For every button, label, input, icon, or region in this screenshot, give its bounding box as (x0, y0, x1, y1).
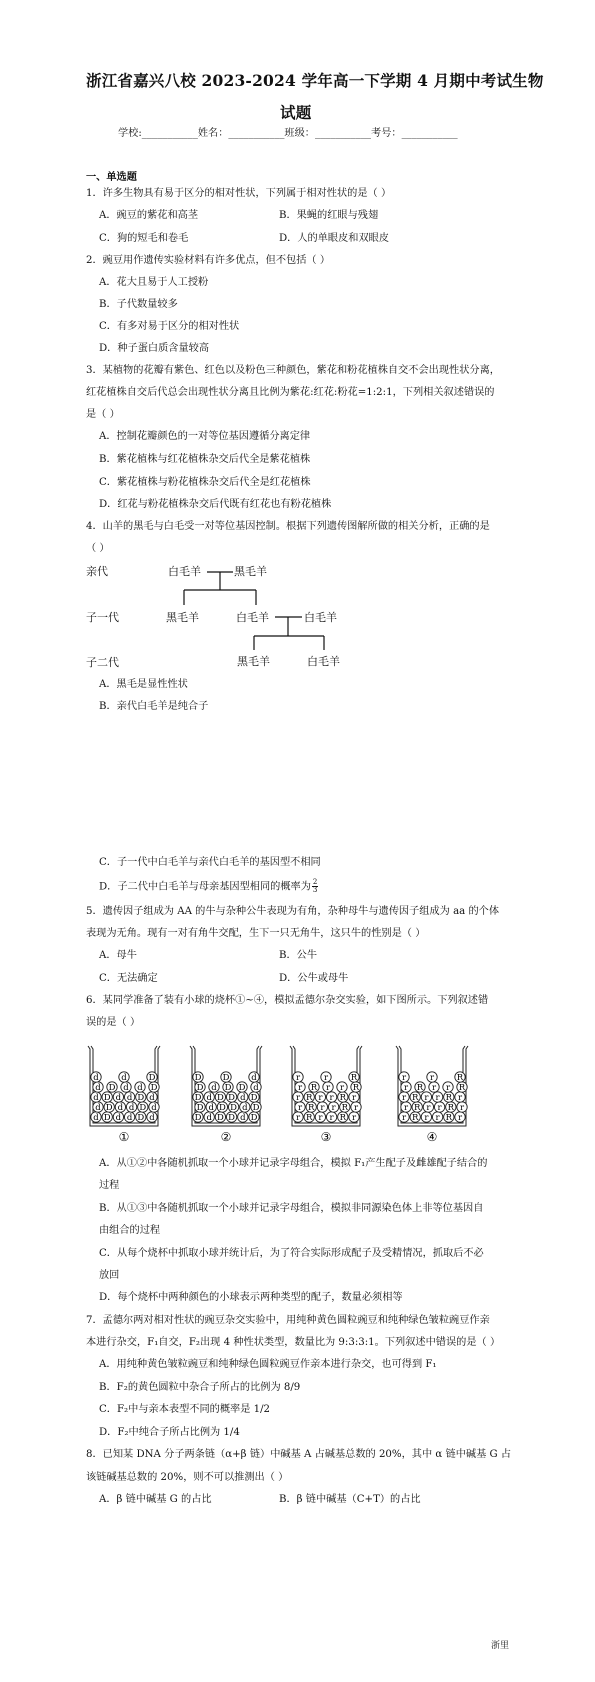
ball-letter: D (228, 1113, 236, 1123)
ball-letter: D (218, 1103, 226, 1113)
ball-letter: R (310, 1083, 318, 1093)
ball-letter: d (117, 1103, 124, 1113)
ball-letter: D (228, 1093, 236, 1103)
beaker-2 (190, 1046, 262, 1144)
beakers-figure (80, 1038, 500, 1148)
q3-stem-line3: 是（ ） (86, 409, 120, 420)
q6-stem-line1: 6．某同学准备了装有小球的烧杯①~④，模拟孟德尔杂交实验，如下图所示。下列叙述错 (86, 995, 489, 1006)
ball-letter: d (149, 1113, 155, 1123)
pedigree-lines (0, 0, 595, 700)
q6-option-b-line1: B．从①③中各随机抓取一个小球并记录字母组合，模拟非同源染色体上非等位基因自 (99, 1203, 484, 1214)
pedigree-parent-male: 黑毛羊 (234, 565, 267, 578)
q8-option-a: A．β 链中碱基 G 的占比 (99, 1494, 212, 1505)
ball-letter: d (93, 1093, 99, 1103)
ball-letter: r (353, 1103, 359, 1113)
q1-option-b: B．果蝇的红眼与残翅 (279, 210, 379, 221)
q6-option-a-line2: 过程 (99, 1180, 120, 1191)
ball-letter: r (297, 1083, 303, 1093)
ball-letter: D (137, 1093, 145, 1103)
ball-letter: R (447, 1103, 455, 1113)
ball-letter: r (297, 1103, 303, 1113)
ball-letter: d (115, 1093, 122, 1103)
ball-letter: r (329, 1093, 334, 1103)
q4-stem-line1: 4．山羊的黑毛与白毛受一对等位基因控制。根据下列遗传图解所做的相关分析，正确的是 (86, 521, 490, 532)
ball-letter: R (339, 1093, 347, 1103)
beaker-3 (290, 1046, 362, 1144)
pedigree-f2-left: 黑毛羊 (237, 655, 270, 668)
ball-letter: r (401, 1113, 407, 1123)
ball-letter: r (323, 1073, 329, 1083)
section-heading: 一、单选题 (86, 171, 137, 183)
ball-letter: r (351, 1093, 357, 1103)
beaker-4 (396, 1046, 468, 1144)
ball-letter: R (341, 1103, 349, 1113)
ball-letter: D (150, 1083, 158, 1093)
q2-option-c: C．有多对易于区分的相对性状 (99, 321, 240, 332)
pedigree-f1-mid: 白毛羊 (236, 611, 269, 624)
ball-letter: D (103, 1113, 111, 1123)
ball-letter: d (95, 1083, 101, 1093)
q7-option-d: D．F₂中纯合子所占比例为 1/4 (99, 1427, 240, 1438)
q4-option-c: C．子一代中白毛羊与亲代白毛羊的基因型不相同 (99, 857, 321, 868)
q3-option-a: A．控制花瓣颜色的一对等位基因遵循分离定律 (99, 431, 311, 442)
q6-option-d: D．每个烧杯中两种颜色的小球表示两种类型的配子，数量必须相等 (99, 1292, 403, 1303)
page-title-line1: 浙江省嘉兴八校 2023-2024 学年高一下学期 4 月期中考试生物 (86, 71, 544, 90)
ball-letter: d (126, 1113, 133, 1123)
q1-stem: 1．许多生物具有易于区分的相对性状，下列属于相对性状的是（ ） (86, 188, 392, 199)
q4-option-d (99, 879, 318, 895)
ball-letter: d (240, 1113, 246, 1123)
page-title-line2: 试题 (280, 103, 312, 122)
ball-letter: r (318, 1093, 323, 1103)
ball-letter: r (431, 1083, 437, 1093)
q5-option-d: D．公牛或母牛 (279, 973, 349, 984)
ball-letter: d (123, 1083, 129, 1093)
ball-letter: D (196, 1103, 204, 1113)
ball-letter: D (194, 1093, 202, 1103)
q8-stem-line2: 该链碱基总数的 20%，则不可以推测出（ ） (86, 1472, 289, 1483)
ball-letter: r (295, 1073, 301, 1083)
beaker-label: ③ (320, 1130, 332, 1144)
q7-option-a: A．用纯种黄色皱粒豌豆和纯种绿色圆粒豌豆作亲本进行杂交，也可得到 F₁ (99, 1359, 437, 1370)
ball-letter: d (95, 1103, 101, 1113)
student-info-line: 学校:___________姓名：___________班级：___________考号：___________ (118, 128, 458, 139)
ball-letter: D (108, 1083, 116, 1093)
ball-letter: D (216, 1113, 224, 1123)
q1-option-d: D．人的单眼皮和双眼皮 (279, 233, 390, 244)
q5-stem-line1: 5．遗传因子组成为 AA 的牛与杂种公牛表现为有角，杂种母牛与遗传因子组成为 aa 的个体 (86, 906, 500, 917)
ball-letter: R (350, 1073, 358, 1083)
q8-option-b: B．β 链中碱基（C+T）的占比 (279, 1494, 421, 1505)
pedigree-parent-female: 白毛羊 (168, 565, 201, 578)
ball-letter: R (416, 1083, 424, 1093)
q3-stem-line1: 3．某植物的花瓣有紫色、红色以及粉色三种颜色，紫花和粉花植株自交不会出现性状分离， (86, 365, 500, 376)
ball-letter: D (224, 1083, 232, 1093)
q5-option-a: A．母牛 (99, 950, 137, 961)
q1-option-a: A．豌豆的紫花和高茎 (99, 210, 199, 221)
ball-letter: R (445, 1093, 453, 1103)
ball-letter: D (216, 1093, 224, 1103)
fraction-denominator: 3 (312, 886, 318, 894)
q7-stem-line2: 本进行杂交，F₁自交，F₂出现 4 种性状类型，数量比为 9:3:3:1。下列叙述中错误的是（ ） (86, 1337, 501, 1348)
ball-letter: r (435, 1113, 440, 1123)
ball-letter: r (457, 1113, 463, 1123)
q7-stem-line1: 7．孟德尔两对相对性状的豌豆杂交实验中，用纯种黄色圆粒豌豆和纯种绿色皱粒豌豆作亲 (86, 1315, 490, 1326)
ball-letter: r (339, 1083, 345, 1093)
pedigree-gen-f1: 子一代 (86, 611, 119, 624)
pedigree-f1-left: 黑毛羊 (166, 611, 199, 624)
ball-letter: r (459, 1103, 465, 1113)
q6-option-c-line2: 放回 (99, 1270, 120, 1281)
beaker-label: ② (220, 1130, 232, 1144)
ball-letter: R (339, 1113, 347, 1123)
ball-letter: D (105, 1103, 113, 1113)
ball-letter: D (148, 1073, 156, 1083)
ball-letter: r (424, 1093, 429, 1103)
beaker-label: ① (118, 1130, 130, 1144)
q8-stem-line1: 8．已知某 DNA 分子两条链（α+β 链）中碱基 A 占碱基总数的 20%，其中 α 链中碱基 G 占 (86, 1449, 512, 1460)
ball-letter: d (208, 1103, 214, 1113)
ball-letter: r (437, 1103, 442, 1113)
ball-letter: r (403, 1103, 409, 1113)
ball-letter: R (413, 1103, 421, 1113)
ball-letter: D (238, 1083, 246, 1093)
pedigree-gen-f2: 子二代 (86, 656, 119, 669)
ball-letter: d (121, 1073, 127, 1083)
q6-stem-line2: 误的是（ ） (86, 1017, 141, 1028)
q3-stem-line2: 红花植株自交后代总会出现性状分离且比例为紫花:红花:粉花=1:2:1，下列相关叙述错误的 (86, 387, 495, 398)
ball-letter: r (331, 1103, 336, 1113)
ball-letter: r (403, 1083, 409, 1093)
q3-option-c: C．紫花植株与粉花植株杂交后代全是红花植株 (99, 477, 311, 488)
ball-letter: r (295, 1093, 301, 1103)
fraction (312, 879, 318, 894)
q4-option-b: B．亲代白毛羊是纯合子 (99, 701, 209, 712)
ball-letter: r (401, 1073, 407, 1083)
ball-letter: r (401, 1093, 407, 1103)
ball-letter: r (320, 1103, 325, 1113)
ball-letter: R (411, 1093, 419, 1103)
beaker-1 (88, 1046, 160, 1144)
ball-letter: D (250, 1113, 258, 1123)
q4-stem-line2: （ ） (86, 543, 110, 554)
ball-letter: R (352, 1083, 360, 1093)
q6-option-a-line1: A．从①②中各随机抓取一个小球并记录字母组合，模拟 F₁产生配子及雌雄配子结合的 (99, 1158, 488, 1169)
ball-letter: d (128, 1103, 135, 1113)
q5-stem-line2: 表现为无角。现有一对有角牛交配，生下一只无角牛，这只牛的性别是（ ） (86, 928, 426, 939)
ball-letter: R (456, 1073, 464, 1083)
ball-letter: R (305, 1093, 313, 1103)
q6-option-b-line2: 由组合的过程 (99, 1225, 161, 1236)
ball-letter: r (435, 1093, 440, 1103)
q7-option-c: C．F₂中与亲本表型不同的概率是 1/2 (99, 1404, 271, 1415)
ball-letter: R (458, 1083, 466, 1093)
ball-letter: r (318, 1113, 323, 1123)
ball-letter: r (445, 1083, 451, 1093)
ball-letter: R (305, 1113, 313, 1123)
q2-option-b: B．子代数量较多 (99, 299, 178, 310)
ball-letter: R (307, 1103, 315, 1113)
pedigree-gen-parent: 亲代 (86, 565, 108, 578)
ball-letter: D (137, 1113, 145, 1123)
ball-letter: d (206, 1113, 212, 1123)
ball-letter: d (251, 1073, 257, 1083)
pedigree-f1-right: 白毛羊 (304, 611, 337, 624)
ball-letter: D (194, 1113, 202, 1123)
ball-letter: D (250, 1093, 258, 1103)
ball-letter: d (149, 1093, 155, 1103)
ball-letter: r (429, 1073, 435, 1083)
q3-option-b: B．紫花植株与红花植株杂交后代全是紫花植株 (99, 454, 311, 465)
q1-option-c: C．狗的短毛和卷毛 (99, 233, 189, 244)
ball-letter: r (295, 1113, 301, 1123)
q4-option-a: A．黑毛是显性性状 (99, 679, 188, 690)
q3-option-d: D．红花与粉花植株杂交后代既有红花也有粉花植株 (99, 499, 332, 510)
q2-stem: 2．豌豆用作遗传实验材料有许多优点，但不包括（ ） (86, 255, 331, 266)
ball-letter: D (230, 1103, 238, 1113)
ball-letter: r (329, 1113, 334, 1123)
ball-letter: d (93, 1073, 99, 1083)
ball-letter: d (151, 1103, 157, 1113)
ball-letter: D (252, 1103, 260, 1113)
ball-letter: d (206, 1093, 212, 1103)
ball-letter: r (457, 1093, 463, 1103)
q2-option-d: D．种子蛋白质含量较高 (99, 343, 210, 354)
q5-option-b: B．公牛 (279, 950, 318, 961)
q5-option-c: C．无法确定 (99, 973, 158, 984)
pedigree-f2-right: 白毛羊 (307, 655, 340, 668)
fraction-numerator: 2 (312, 878, 318, 886)
ball-letter: d (93, 1113, 99, 1123)
ball-letter: r (424, 1113, 429, 1123)
footer-watermark: 浙里 (491, 1641, 510, 1651)
ball-letter: d (126, 1093, 133, 1103)
ball-letter: D (139, 1103, 147, 1113)
q4-option-d-text: D．子二代中白毛羊与母亲基因型相同的概率为 (99, 881, 311, 893)
ball-letter: r (325, 1083, 331, 1093)
q6-option-c-line1: C．从每个烧杯中抓取小球并统计后，为了符合实际形成配子及受精情况，抓取后不必 (99, 1248, 484, 1259)
ball-letter: R (411, 1113, 419, 1123)
ball-letter: d (115, 1113, 122, 1123)
ball-letter: D (103, 1093, 111, 1103)
ball-letter: d (137, 1083, 143, 1093)
ball-letter: D (194, 1073, 202, 1083)
ball-letter: d (242, 1103, 248, 1113)
ball-letter: d (253, 1083, 259, 1093)
ball-letter: r (426, 1103, 431, 1113)
q2-option-a: A．花大且易于人工授粉 (99, 277, 209, 288)
ball-letter: D (196, 1083, 204, 1093)
ball-letter: r (351, 1113, 357, 1123)
ball-letter: D (222, 1073, 230, 1083)
q7-option-b: B．F₂的黄色圆粒中杂合子所占的比例为 8/9 (99, 1382, 301, 1393)
ball-letter: R (445, 1113, 453, 1123)
ball-letter: d (240, 1093, 246, 1103)
beaker-label: ④ (426, 1130, 438, 1144)
ball-letter: d (211, 1083, 217, 1093)
